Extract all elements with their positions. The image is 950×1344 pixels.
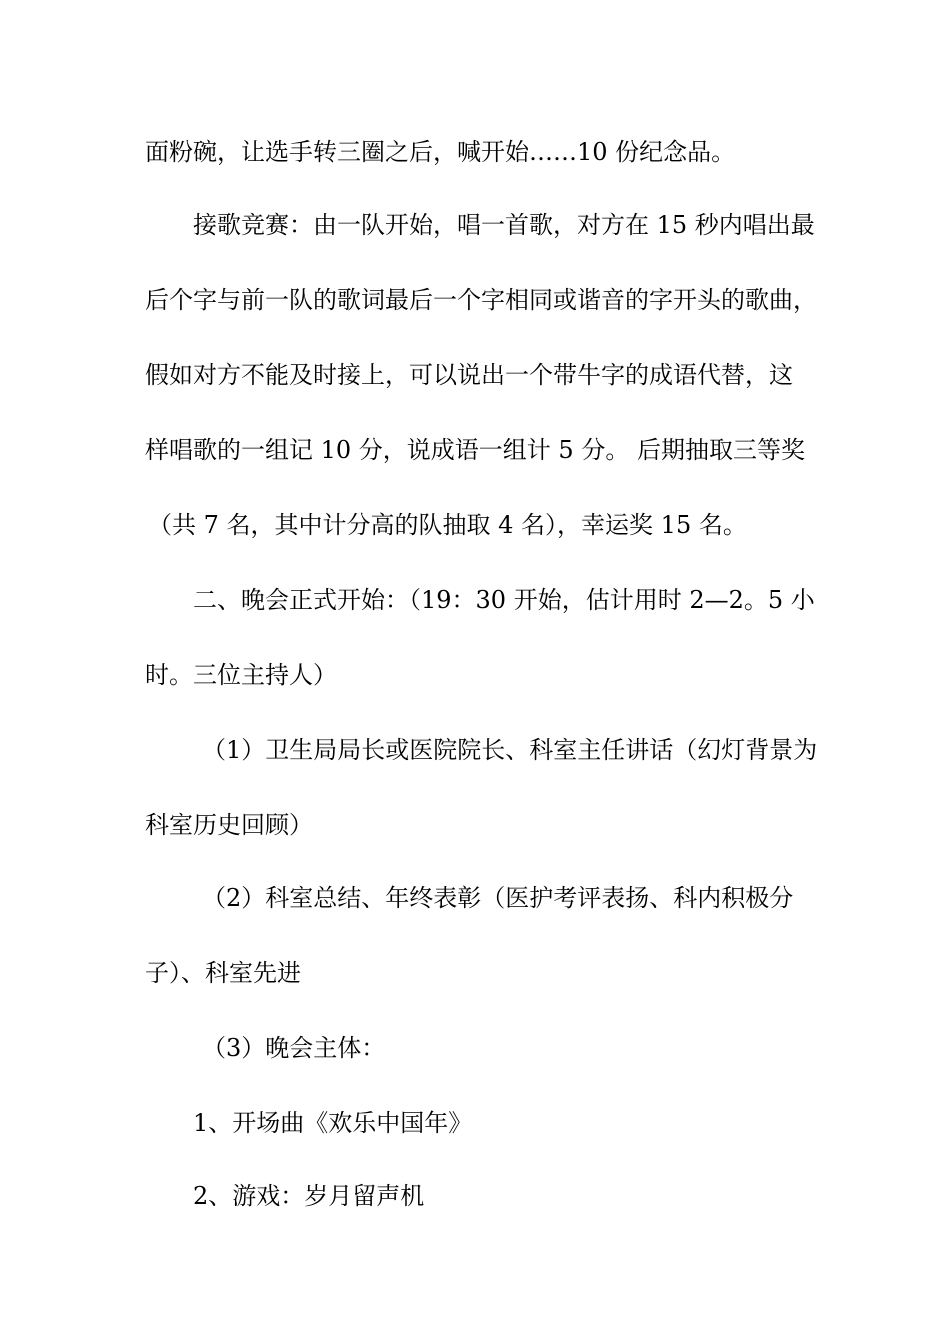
text-line-14: 1、开场曲《欢乐中国年》 bbox=[193, 1109, 473, 1137]
text-line-11: （2）科室总结、年终表彰（医护考评表扬、科内积极分 bbox=[202, 884, 794, 912]
text-line-2: 接歌竞赛：由一队开始，唱一首歌，对方在 15 秒内唱出最 bbox=[193, 211, 815, 239]
text-line-8: 时。三位主持人） bbox=[145, 661, 337, 689]
text-line-1: 面粉碗，让选手转三圈之后，喊开始……10 份纪念品。 bbox=[145, 138, 736, 166]
text-line-6: （共 7 名，其中计分高的队抽取 4 名），幸运奖 15 名。 bbox=[148, 511, 747, 539]
text-line-9: （1）卫生局局长或医院院长、科室主任讲话（幻灯背景为 bbox=[202, 736, 818, 764]
text-line-12: 子）、科室先进 bbox=[145, 959, 301, 987]
text-line-3: 后个字与前一队的歌词最后一个字相同或谐音的字开头的歌曲， bbox=[145, 286, 817, 314]
text-line-5: 样唱歌的一组记 10 分，说成语一组计 5 分。 后期抽取三等奖 bbox=[145, 436, 805, 464]
text-line-13: （3）晚会主体： bbox=[202, 1034, 386, 1062]
text-line-15: 2、游戏：岁月留声机 bbox=[193, 1182, 425, 1210]
text-line-7: 二、晚会正式开始：（19：30 开始，估计用时 2—2。5 小 bbox=[193, 586, 815, 614]
text-line-10: 科室历史回顾） bbox=[145, 811, 313, 839]
text-line-4: 假如对方不能及时接上，可以说出一个带牛字的成语代替，这 bbox=[145, 361, 793, 389]
